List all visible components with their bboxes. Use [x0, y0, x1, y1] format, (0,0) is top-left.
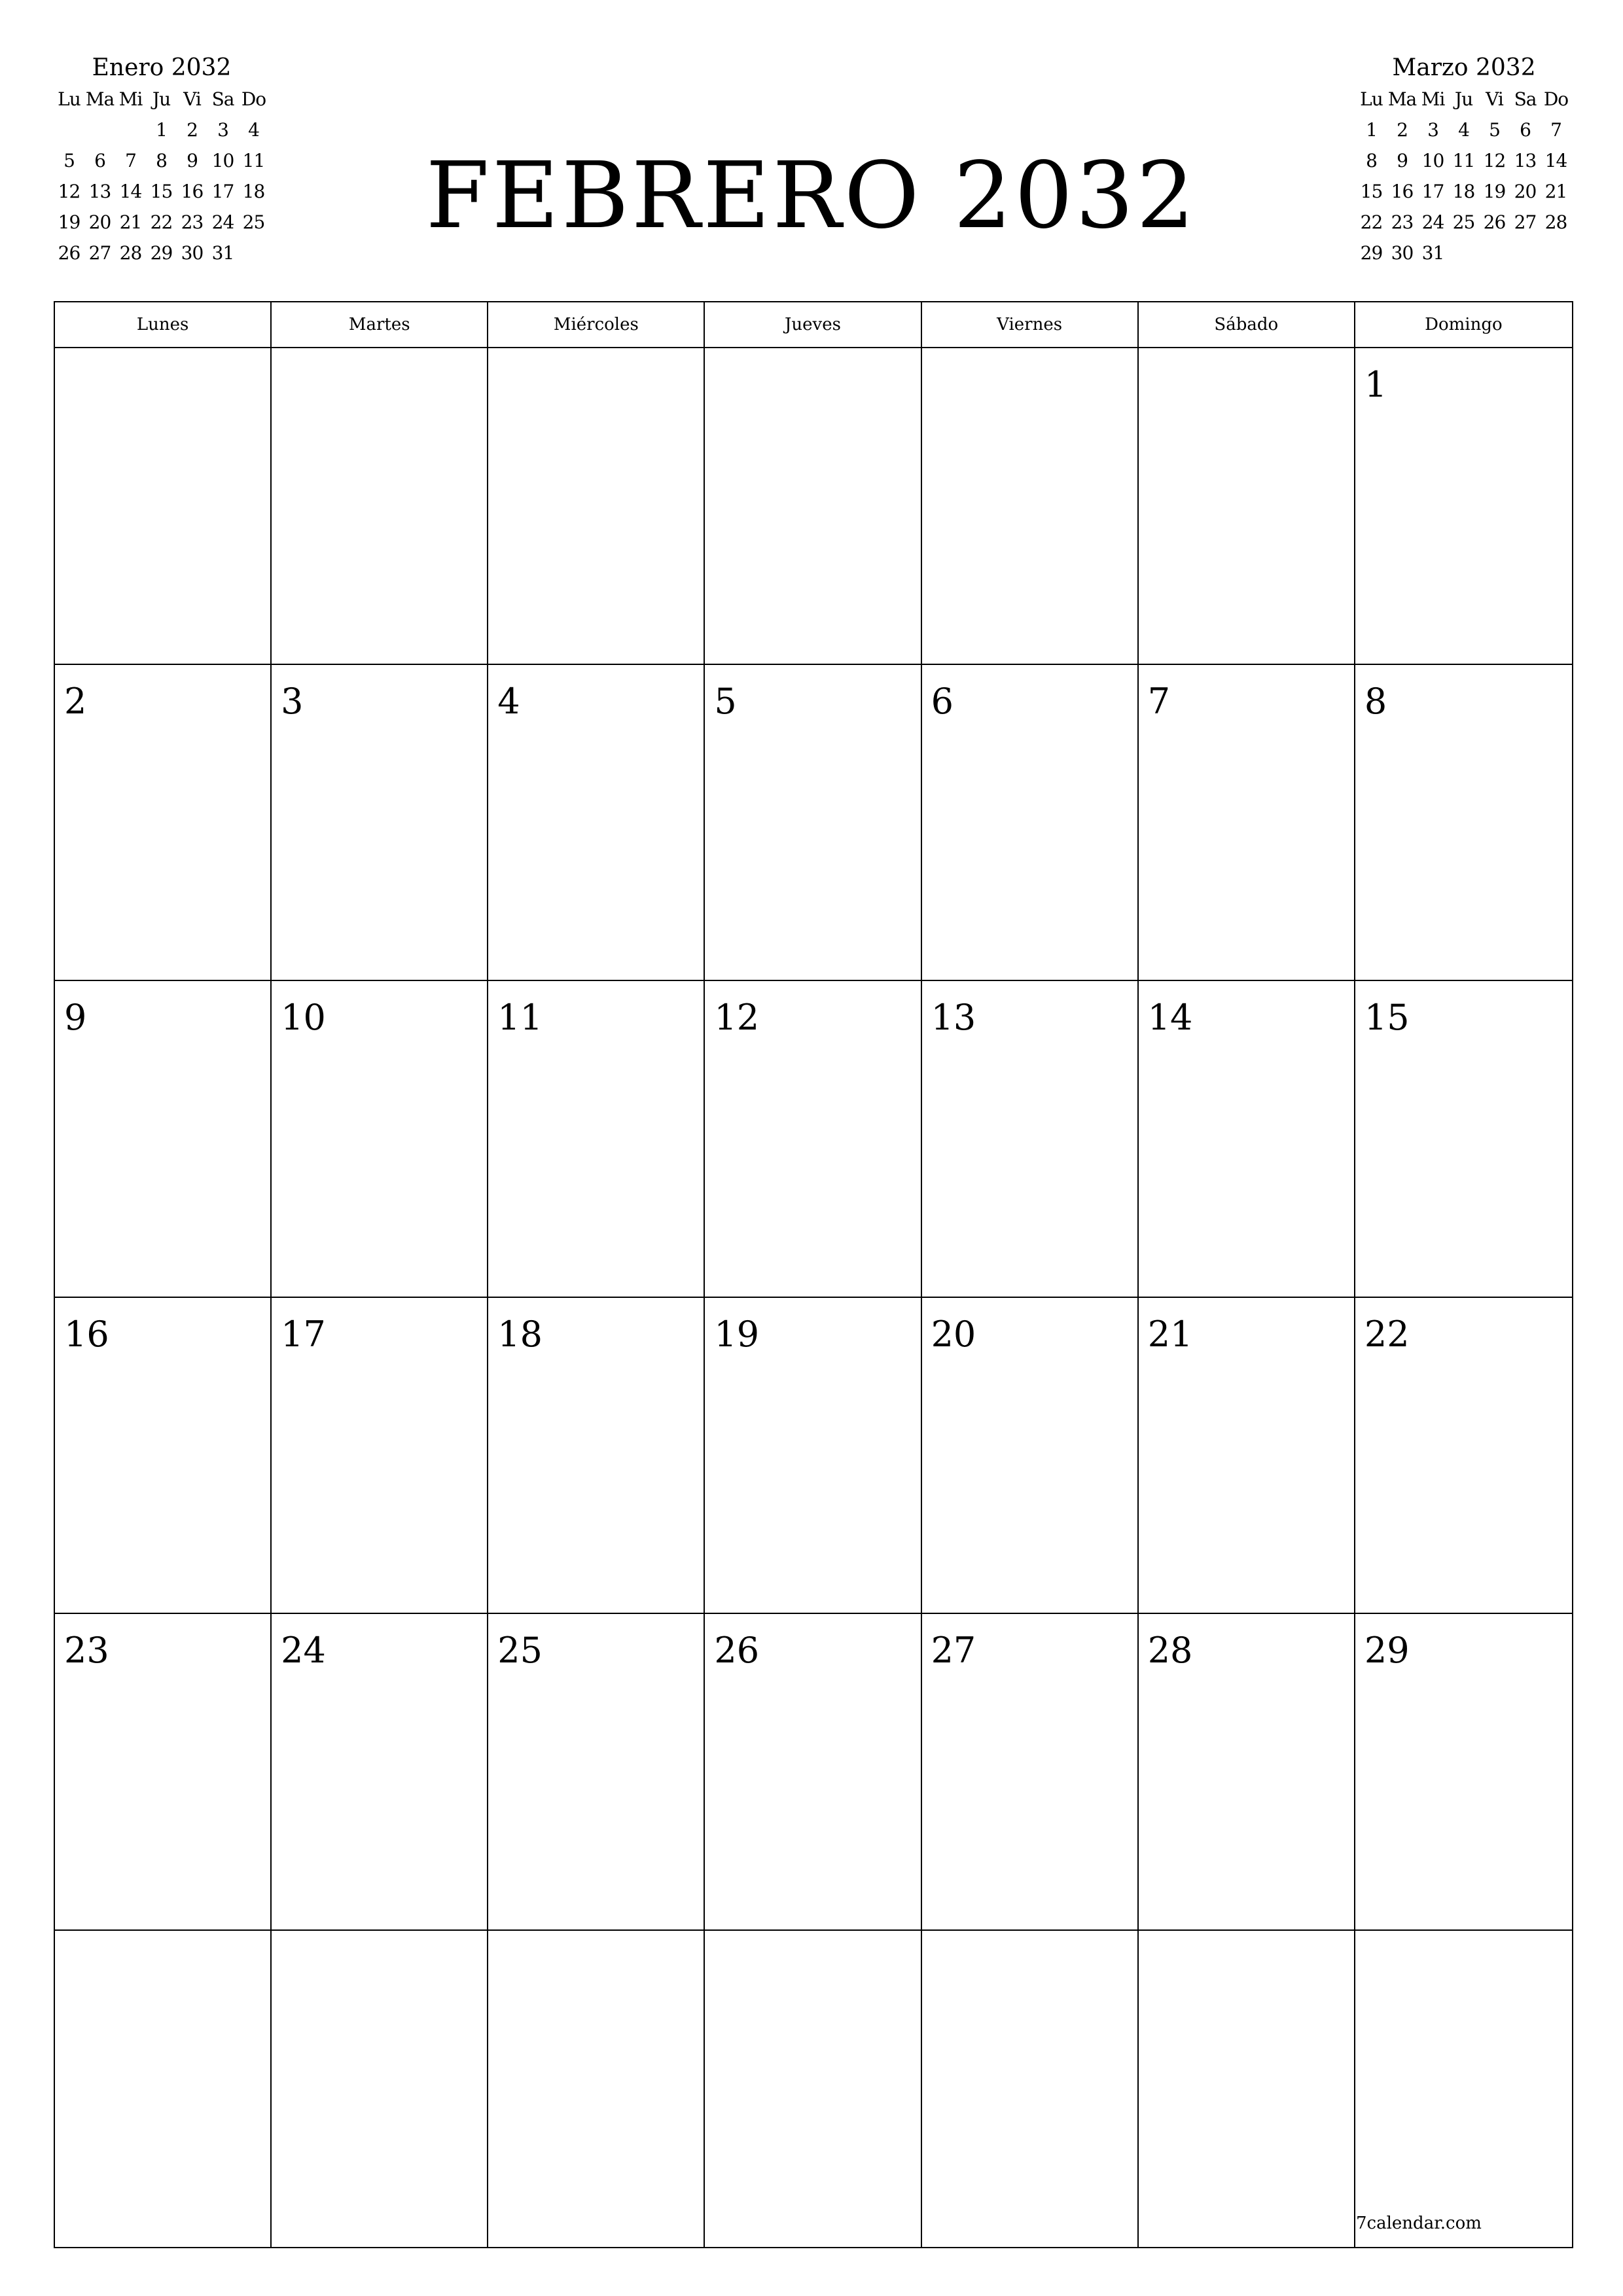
day-cell[interactable]: [705, 348, 921, 665]
mini-day: 31: [1421, 242, 1444, 264]
mini-day: 31: [211, 242, 234, 264]
day-cell[interactable]: [55, 1298, 272, 1615]
mini-day: 23: [1391, 211, 1414, 233]
weekday-header: Martes: [272, 302, 488, 347]
mini-day: 22: [150, 211, 173, 233]
mini-day: 26: [58, 242, 80, 264]
day-cell[interactable]: [1139, 1298, 1355, 1615]
mini-day: 12: [58, 181, 80, 202]
mini-day: 14: [119, 181, 142, 202]
mini-weekday-label: Ma: [85, 88, 115, 110]
mini-weekday-label: Vi: [183, 88, 201, 110]
day-number: 21: [1147, 1313, 1193, 1355]
day-cell[interactable]: [922, 981, 1139, 1298]
day-cell[interactable]: [488, 348, 705, 665]
day-cell[interactable]: [488, 1298, 705, 1615]
day-number: 19: [714, 1313, 760, 1355]
day-cell[interactable]: [272, 1298, 488, 1615]
mini-day: 2: [187, 119, 198, 141]
mini-weekday-label: Sa: [1514, 88, 1537, 110]
day-number: 20: [931, 1313, 976, 1355]
day-cell[interactable]: [1139, 665, 1355, 982]
mini-weekday-label: Do: [1543, 88, 1569, 110]
mini-day: 13: [88, 181, 111, 202]
mini-day: 2: [1397, 119, 1408, 141]
day-cell[interactable]: [488, 1931, 705, 2248]
day-cell[interactable]: [922, 1298, 1139, 1615]
mini-day: 1: [156, 119, 167, 141]
day-cell[interactable]: [705, 1931, 921, 2248]
mini-day: 29: [1360, 242, 1383, 264]
mini-weekday-label: Do: [241, 88, 266, 110]
weekday-header: Sábado: [1139, 302, 1355, 347]
mini-day: 14: [1544, 150, 1567, 171]
mini-weekday-label: Ju: [152, 88, 171, 110]
day-cell[interactable]: [55, 1931, 272, 2248]
day-cell[interactable]: [55, 1614, 272, 1931]
mini-day: 21: [1544, 181, 1567, 202]
mini-day: 27: [1514, 211, 1537, 233]
mini-day: 15: [150, 181, 173, 202]
day-number: 5: [714, 680, 737, 722]
day-cell[interactable]: [272, 665, 488, 982]
day-number: 10: [281, 997, 326, 1038]
day-number: 11: [497, 997, 543, 1038]
day-number: 22: [1364, 1313, 1410, 1355]
day-cell[interactable]: [272, 1931, 488, 2248]
day-cell[interactable]: [922, 665, 1139, 982]
mini-day: 7: [125, 150, 136, 171]
day-number: 29: [1364, 1630, 1410, 1671]
day-number: 4: [497, 680, 520, 722]
mini-day: 30: [1391, 242, 1414, 264]
mini-day: 25: [242, 211, 265, 233]
day-cell[interactable]: [1355, 981, 1572, 1298]
day-cell[interactable]: [272, 348, 488, 665]
day-number: 28: [1147, 1630, 1193, 1671]
mini-weekday-label: Vi: [1486, 88, 1503, 110]
weekday-header: Viernes: [922, 302, 1139, 347]
mini-weekday-label: Ma: [1387, 88, 1417, 110]
mini-day: 3: [217, 119, 228, 141]
weekday-header-row: [55, 302, 1572, 348]
mini-day: 8: [156, 150, 167, 171]
mini-weekday-label: Mi: [118, 88, 143, 110]
mini-day: 28: [1544, 211, 1567, 233]
day-cell[interactable]: [1355, 1614, 1572, 1931]
mini-day: 20: [1514, 181, 1537, 202]
mini-day: 29: [150, 242, 173, 264]
mini-calendar-title: Marzo 2032: [1392, 54, 1536, 81]
day-cell[interactable]: [488, 665, 705, 982]
day-number: 27: [931, 1630, 976, 1671]
mini-day: [1541, 238, 1571, 268]
day-number: 24: [281, 1630, 326, 1671]
day-number: 23: [64, 1630, 109, 1671]
mini-day: 11: [1452, 150, 1475, 171]
mini-day: 18: [1452, 181, 1475, 202]
mini-day: 15: [1360, 181, 1383, 202]
mini-day: 4: [1458, 119, 1469, 141]
mini-day: 16: [181, 181, 204, 202]
day-number: 2: [64, 680, 87, 722]
day-cell[interactable]: [55, 981, 272, 1298]
mini-day: 12: [1483, 150, 1506, 171]
mini-day: 9: [1397, 150, 1408, 171]
mini-day: 4: [248, 119, 259, 141]
weekday-header: Miércoles: [488, 302, 705, 347]
day-number: 26: [714, 1630, 760, 1671]
day-number: 25: [497, 1630, 543, 1671]
day-cell[interactable]: [1355, 348, 1572, 665]
mini-day: 17: [1421, 181, 1444, 202]
mini-day: 20: [88, 211, 111, 233]
mini-day: [1448, 238, 1479, 268]
mini-day: 18: [242, 181, 265, 202]
mini-day: [1510, 238, 1541, 268]
mini-day: 5: [1489, 119, 1500, 141]
day-cell[interactable]: [922, 348, 1139, 665]
day-cell[interactable]: [705, 665, 921, 982]
day-cell[interactable]: [55, 348, 272, 665]
mini-day: 19: [1483, 181, 1506, 202]
weekday-header: Domingo: [1425, 315, 1503, 334]
day-cells: [55, 348, 1572, 2247]
day-cell[interactable]: [705, 1298, 921, 1615]
day-number: 7: [1147, 680, 1171, 722]
mini-day: 17: [211, 181, 234, 202]
day-number: 17: [281, 1313, 326, 1355]
day-number: 16: [64, 1313, 109, 1355]
mini-calendar-grid: [1356, 84, 1572, 268]
mini-day: 6: [1520, 119, 1531, 141]
mini-day: 5: [63, 150, 75, 171]
mini-day: 28: [119, 242, 142, 264]
mini-day: [1479, 238, 1510, 268]
day-number: 15: [1364, 997, 1410, 1038]
day-cell[interactable]: [272, 1614, 488, 1931]
mini-day: 3: [1427, 119, 1438, 141]
day-number: 6: [931, 680, 954, 722]
mini-day: 25: [1452, 211, 1475, 233]
day-cell[interactable]: [1355, 1298, 1572, 1615]
mini-day: 24: [1421, 211, 1444, 233]
mini-weekday-label: Mi: [1421, 88, 1445, 110]
weekday-header: Jueves: [705, 302, 921, 347]
mini-day: 7: [1550, 119, 1561, 141]
mini-day: 21: [119, 211, 142, 233]
page-title: FEBRERO 2032: [425, 143, 1198, 249]
mini-day: 23: [181, 211, 204, 233]
day-number: 18: [497, 1313, 543, 1355]
mini-calendar-next-month: [1356, 52, 1572, 268]
day-number: 8: [1364, 680, 1387, 722]
mini-day: 24: [211, 211, 234, 233]
mini-day: 22: [1360, 211, 1383, 233]
day-number: 14: [1147, 997, 1193, 1038]
mini-day: 8: [1366, 150, 1377, 171]
day-number: 12: [714, 997, 760, 1038]
day-cell[interactable]: [1139, 981, 1355, 1298]
day-cell[interactable]: [272, 981, 488, 1298]
mini-day: 6: [94, 150, 105, 171]
day-cell[interactable]: [705, 1614, 921, 1931]
mini-day: 27: [88, 242, 111, 264]
day-cell[interactable]: [705, 981, 921, 1298]
mini-day: 13: [1514, 150, 1537, 171]
footer-website: 7calendar.com: [1356, 2214, 1482, 2233]
day-cell[interactable]: [1355, 1931, 1572, 2248]
mini-day: 1: [1366, 119, 1377, 141]
weekday-header: Lunes: [55, 302, 272, 347]
day-cell[interactable]: [1139, 348, 1355, 665]
mini-weekday-label: Lu: [1360, 88, 1383, 110]
day-cell[interactable]: [488, 1614, 705, 1931]
day-number: 9: [64, 997, 87, 1038]
mini-day: 9: [187, 150, 198, 171]
month-calendar-grid: [54, 301, 1573, 2248]
day-cell[interactable]: [1355, 665, 1572, 982]
mini-day: 11: [242, 150, 265, 171]
mini-calendar-title: Enero 2032: [92, 54, 232, 81]
mini-day: 10: [211, 150, 234, 171]
day-number: 1: [1364, 364, 1387, 405]
mini-day: 16: [1391, 181, 1414, 202]
mini-weekday-label: Lu: [58, 88, 80, 110]
day-number: 13: [931, 997, 976, 1038]
day-cell[interactable]: [55, 665, 272, 982]
mini-day: 19: [58, 211, 80, 233]
mini-weekday-label: Sa: [211, 88, 234, 110]
mini-day: 26: [1483, 211, 1506, 233]
day-cell[interactable]: [1139, 1614, 1355, 1931]
day-cell[interactable]: [922, 1931, 1139, 2248]
day-cell[interactable]: [922, 1614, 1139, 1931]
day-cell[interactable]: [488, 981, 705, 1298]
day-number: 3: [281, 680, 304, 722]
mini-day: 10: [1421, 150, 1444, 171]
day-cell[interactable]: [1139, 1931, 1355, 2248]
mini-weekday-label: Ju: [1454, 88, 1473, 110]
mini-day: 30: [181, 242, 204, 264]
